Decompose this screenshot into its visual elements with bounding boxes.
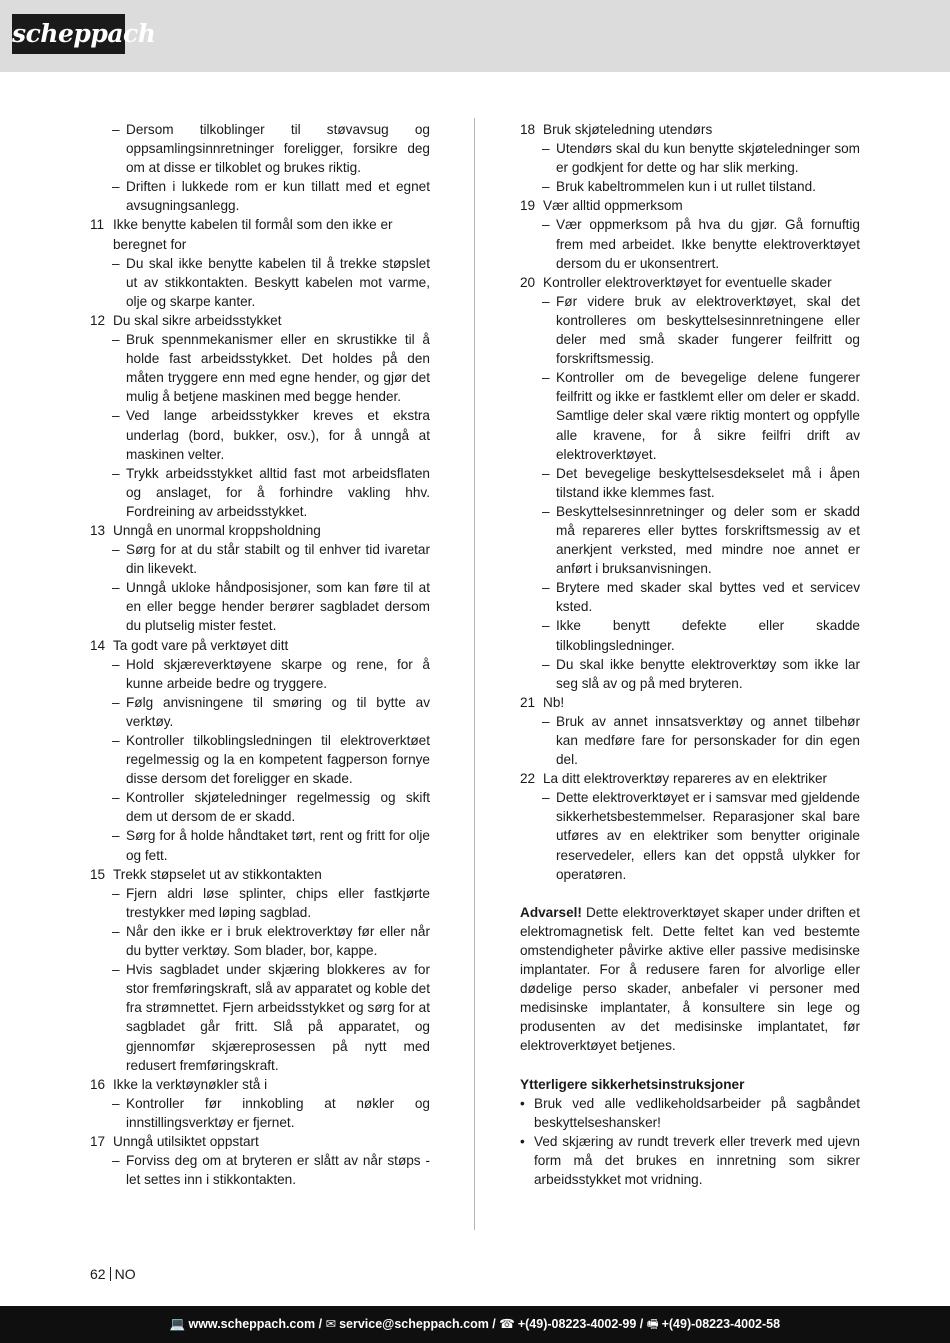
instruction-item xyxy=(90,636,430,865)
instruction-title: Unngå en unormal kroppsholdning xyxy=(113,522,321,538)
instruction-title: Ikke benytte kabelen til formål som den ikke er beregnet for xyxy=(113,217,393,252)
sub-point: – Bruk av annet innsatsverktøy og annet tilbehør kan medføre fare for personskader for din egen del. xyxy=(542,713,860,768)
sub-point: – Ikke benytt defekte eller skadde tilkoblingsledninger. xyxy=(542,618,860,653)
sub-point-text: Hold skjæreverktøyene skarpe og rene, for å kunne arbeide bedre og tryggere. xyxy=(126,656,430,691)
sub-point-text: Kontroller før innkobling at nøkler og innstillingsverktøy er fjernet. xyxy=(126,1095,430,1130)
instruction-heading xyxy=(90,865,430,884)
sub-point-text: Kontroller om de bevegelige delene fungerer feilfritt og ikke er fastklemt eller om deler er skadd. Samtlige deler skal være riktig montert og oppfylle alle kravene, for å sikre feilfri drift av elektroverktøyet. xyxy=(556,370,860,462)
instruction-number: 14 xyxy=(90,637,106,653)
sub-point: – Dersom tilkoblinger til støvavsug og oppsamlingsinnretninger foreligger, forsikre deg om at disse er tilkoblet og brukes riktig. xyxy=(112,122,430,176)
sub-point-text: Når den ikke er i bruk elektroverktøy før eller når du bytter verktøy. Som blader, bor, kappe. xyxy=(126,923,430,959)
bullet-text: Ved skjæring av rundt treverk eller treverk med ujevn form må det brukes en innretning som sikrer arbeidsstykket mot vridning. xyxy=(534,1133,860,1187)
instruction-number: 13 xyxy=(90,522,106,538)
sub-point: – Ved lange arbeidsstykker kreves et ekstra underlag (bord, bukker, osv.), for å unngå at maskinen velter. xyxy=(112,408,430,462)
sub-point-text: Trykk arbeidsstykket alltid fast mot arbeidsflaten og anslaget, for å forhindre vakling hhv. Fordreining av arbeidsstykket. xyxy=(126,465,430,519)
bullet-item xyxy=(520,1094,860,1132)
sub-point: – Sørg for å holde håndtaket tørt, rent og fritt for olje og fett. xyxy=(112,828,430,863)
bullet-text: Bruk ved alle vedlikeholdsarbeider på sagbåndet beskyttelseshansker! xyxy=(534,1095,860,1130)
instruction-heading xyxy=(520,693,860,712)
section-title: Ytterligere sikkerhetsinstruksjoner xyxy=(520,1076,745,1092)
sub-point: – Beskyttelsesinnretninger og deler som er skadd må repareres eller byttes forskriftsmessig av et anerkjent verksted, med mindre noe annet er anført i bruksanvisningen. xyxy=(542,503,860,577)
sub-point: – Bruk spennmekanismer eller en skrustikke til å holde fast arbeidsstykket. Det holdes på den måten tryggere enn med egne hender, og gjør det mulig å betjene maskinen med begge hender. xyxy=(112,332,430,405)
bullet-dot: • xyxy=(520,1095,525,1111)
instruction-number: 20 xyxy=(520,274,536,290)
instruction-title: Vær alltid oppmerksom xyxy=(543,198,683,214)
sub-point-text: Du skal ikke benytte elektroverktøy som ikke lar seg slå av og på med bryteren. xyxy=(556,656,860,691)
instruction-item xyxy=(520,196,860,272)
instruction-title: Nb! xyxy=(543,694,565,710)
instruction-number: 16 xyxy=(90,1076,106,1092)
instruction-number: 22 xyxy=(520,771,536,787)
sub-point-text: Sørg for at du står stabilt og til enhver tid ivaretar din likevekt. xyxy=(126,542,430,577)
instruction-item xyxy=(90,865,430,1075)
instruction-heading xyxy=(90,521,430,540)
sub-point: – Utendørs skal du kun benytte skjøteledninger som er godkjent for dette og har slik merking. xyxy=(542,141,860,176)
instruction-heading xyxy=(90,215,430,253)
sub-point-text: Ikke benytt defekte eller skadde tilkoblingsledninger. xyxy=(556,618,860,653)
sub-point: – Du skal ikke benytte kabelen til å trekke støpslet ut av stikkontakten. Beskytt kabelen mot varme, olje og skarpe kanter. xyxy=(112,255,430,309)
warning-paragraph xyxy=(520,903,860,1056)
instruction-title: Kontroller elektroverktøyet for eventuelle skader xyxy=(543,274,832,290)
page-number xyxy=(90,1264,136,1284)
sub-point: – Forviss deg om at bryteren er slått av når støps - let settes inn i stikkontakten. xyxy=(112,1153,430,1188)
scheppach-logo: scheppach xyxy=(12,14,125,54)
sub-point: – Dette elektroverktøyet er i samsvar med gjeldende sikkerhetsbestemmelser. Reparasjoner skal bare utføres av en elektriker som benytter originale reservedeler, ellers kan det oppstå ulykker for operatøren. xyxy=(542,790,860,882)
sub-point-text: Kontroller tilkoblingsledningen til elektroverktøet regelmessig og la en kompetent fagperson fornye disse dersom det foreligger en skade. xyxy=(126,733,430,787)
instruction-heading xyxy=(90,636,430,655)
sub-point-text: Bruk kabeltrommelen kun i ut rullet tilstand. xyxy=(556,179,816,195)
instruction-heading xyxy=(520,769,860,788)
sub-point-text: Det bevegelige beskyttelsesdekselet må i åpen tilstand ikke klemmes fast. xyxy=(556,465,860,500)
sub-point: – Før videre bruk av elektroverktøyet, skal det kontrolleres om beskyttelsesinnretningene eller deler med små skader fungerer feilfritt og forskriftsmessig. xyxy=(542,293,860,367)
sub-point-text: Dersom tilkoblinger til støvavsug og oppsamlingsinnretninger foreligger, forsikre deg om at disse er tilkoblet og brukes riktig. xyxy=(126,122,430,176)
warning-label: Advarsel! xyxy=(520,904,582,920)
sub-point-text: Bruk av annet innsatsverktøy og annet tilbehør kan medføre fare for personskader for din egen del. xyxy=(556,713,860,768)
page-language: NO xyxy=(114,1266,136,1282)
sub-point-text: Kontroller skjøteledninger regelmessig og skift dem ut dersom de er skadd. xyxy=(126,790,430,825)
left-column xyxy=(90,120,430,1189)
sub-point-text: Før videre bruk av elektroverktøyet, skal det kontrolleres om beskyttelsesinnretningene eller deler med små skader fungerer feilfritt og forskriftsmessig. xyxy=(556,293,860,367)
page-number-value: 62 xyxy=(90,1266,106,1282)
bullet-dot: • xyxy=(520,1133,525,1149)
instruction-heading xyxy=(520,120,860,139)
sub-point: – Trykk arbeidsstykket alltid fast mot arbeidsflaten og anslaget, for å forhindre vakling hhv. Fordreining av arbeidsstykket. xyxy=(112,465,430,519)
sub-point-text: Du skal ikke benytte kabelen til å trekke støpslet ut av stikkontakten. Beskytt kabelen mot varme, olje og skarpe kanter. xyxy=(126,255,430,309)
page-number-separator xyxy=(110,1267,111,1281)
sub-point: – Sørg for at du står stabilt og til enhver tid ivaretar din likevekt. xyxy=(112,542,430,577)
instruction-title: La ditt elektroverktøy repareres av en elektriker xyxy=(543,771,828,787)
page-header xyxy=(0,0,950,72)
instruction-heading xyxy=(520,273,860,292)
instruction-item xyxy=(90,1132,430,1189)
instruction-title: Trekk støpselet ut av stikkontakten xyxy=(113,866,322,882)
footer-website[interactable]: www.scheppach.com / xyxy=(188,1317,323,1331)
footer-email[interactable]: service@scheppach.com / xyxy=(339,1317,496,1331)
instruction-title: Du skal sikre arbeidsstykket xyxy=(113,312,282,328)
instruction-title: Unngå utilsiktet oppstart xyxy=(113,1133,259,1149)
sub-point: – Kontroller før innkobling at nøkler og innstillingsverktøy er fjernet. xyxy=(112,1095,430,1130)
sub-point-text: Unngå ukloke håndposisjoner, som kan føre til at en eller begge hender berører sagbladet dersom du plutselig mister festet. xyxy=(126,580,430,634)
sub-point: – Kontroller skjøteledninger regelmessig og skift dem ut dersom de er skadd. xyxy=(112,790,430,825)
sub-point: – Vær oppmerksom på hva du gjør. Gå fornuftig frem med arbeidet. Ikke benytte elektroverktøyet dersom du er ukonsentrert. xyxy=(542,217,860,271)
sub-point-text: Bruk spennmekanismer eller en skrustikke til å holde fast arbeidsstykket. Det holdes på den måten tryggere enn med egne hender, og gjør det mulig å betjene maskinen med begge hender. xyxy=(126,332,430,405)
instruction-item xyxy=(90,1075,430,1132)
sub-point-text: Utendørs skal du kun benytte skjøteledninger som er godkjent for dette og har slik merking. xyxy=(556,141,860,176)
warning-text: Dette elektroverktøyet skaper under driften et elektromagnetisk felt. Dette feltet kan ved bestemte omstendigheter påvirke aktive eller passive medisinske implantater. For å redusere faren for alvorlige eller dødelige perso skader, anbefaler vi personer med medisinske implantater, å konsultere sin lege og produsenten av det medisinske implantatet, før elektroverktøyet betjenes. xyxy=(520,904,860,1054)
sub-point: – Unngå ukloke håndposisjoner, som kan føre til at en eller begge hender berører sagbladet dersom du plutselig mister festet. xyxy=(112,580,430,634)
sub-point-text: Fjern aldri løse splinter, chips eller fastkjørte trestykker med løping sagblad. xyxy=(126,885,430,920)
page-footer xyxy=(0,1306,950,1343)
footer-phone: +(49)-08223-4002-99 / xyxy=(517,1317,644,1331)
sub-point-text: Beskyttelsesinnretninger og deler som er skadd må repareres eller byttes forskriftsmessig av et anerkjent verksted, med mindre noe annet er anført i bruksanvisningen. xyxy=(556,503,860,577)
sub-point: – Kontroller tilkoblingsledningen til elektroverktøet regelmessig og la en kompetent fagperson fornye disse dersom det foreligger en skade. xyxy=(112,733,430,787)
instruction-heading xyxy=(90,1132,430,1151)
sub-point: – Hvis sagbladet under skjæring blokkeres av for stor fremføringskraft, slå av apparatet og koble det fra strømnettet. Fjern arbeidsstykket og sørg for at sagbladet går fritt. Slå på apparatet, og gjennomfør skjæreprosessen på nytt med redusert fremføringskraft. xyxy=(112,962,430,1073)
sub-point: – Følg anvisningene til smøring og til bytte av verktøy. xyxy=(112,694,430,729)
sub-point-text: Ved lange arbeidsstykker kreves et ekstra underlag (bord, bukker, osv.), for å unngå at maskinen velter. xyxy=(126,408,430,462)
instruction-item xyxy=(90,311,430,521)
instruction-item-continued xyxy=(90,120,430,215)
sub-point-text: Driften i lukkede rom er kun tillatt med et egnet avsugningsanlegg. xyxy=(126,179,430,214)
instruction-item xyxy=(90,521,430,636)
instruction-number: 15 xyxy=(90,866,106,882)
footer-fax: +(49)-08223-4002-58 xyxy=(661,1317,781,1331)
column-divider xyxy=(474,118,475,1230)
instruction-number: 19 xyxy=(520,198,536,214)
instruction-heading xyxy=(90,1075,430,1094)
computer-icon: 💻 xyxy=(169,1317,186,1331)
instruction-heading xyxy=(90,311,430,330)
bullet-item xyxy=(520,1132,860,1189)
sub-point-text: Følg anvisningene til smøring og til bytte av verktøy. xyxy=(126,694,430,729)
sub-point-text: Sørg for å holde håndtaket tørt, rent og fritt for olje og fett. xyxy=(126,828,430,863)
sub-point: – Det bevegelige beskyttelsesdekselet må i åpen tilstand ikke klemmes fast. xyxy=(542,465,860,500)
sub-point: – Hold skjæreverktøyene skarpe og rene, for å kunne arbeide bedre og tryggere. xyxy=(112,656,430,691)
mail-icon: ✉ xyxy=(325,1317,337,1331)
instruction-number: 18 xyxy=(520,122,536,137)
instruction-item xyxy=(520,273,860,693)
instruction-number: 11 xyxy=(90,217,105,233)
sub-point-text: Vær oppmerksom på hva du gjør. Gå fornuftig frem med arbeidet. Ikke benytte elektroverktøyet dersom du er ukonsentrert. xyxy=(556,217,860,271)
instruction-item xyxy=(520,120,860,196)
fax-icon: 🖷 xyxy=(646,1317,659,1331)
right-column xyxy=(520,120,860,1189)
instruction-item xyxy=(90,215,430,310)
instruction-number: 12 xyxy=(90,312,106,328)
instruction-title: Bruk skjøteledning utendørs xyxy=(543,122,713,137)
phone-icon: ☎ xyxy=(499,1317,515,1331)
sub-point: – Fjern aldri løse splinter, chips eller fastkjørte trestykker med løping sagblad. xyxy=(112,885,430,920)
instruction-heading xyxy=(520,196,860,215)
sub-point-text: Brytere med skader skal byttes ved et servicev ksted. xyxy=(556,580,860,615)
sub-point-text: Forviss deg om at bryteren er slått av når støps - let settes inn i stikkontakten. xyxy=(126,1153,430,1188)
instruction-number: 17 xyxy=(90,1133,106,1149)
sub-point-text: Hvis sagbladet under skjæring blokkeres av for stor fremføringskraft, slå av apparatet og koble det fra strømnettet. Fjern arbeidsstykket og sørg for at sagbladet går fritt. Slå på apparatet, og gjennomfør skjæreprosessen på nytt med redusert fremføringskraft. xyxy=(126,962,430,1073)
sub-point: – Kontroller om de bevegelige delene fungerer feilfritt og ikke er fastklemt eller om deler er skadd. Samtlige deler skal være riktig montert og oppfylle alle kravene, for å sikre feilfri drift av elektroverktøyet. xyxy=(542,370,860,462)
instruction-title: Ikke la verktøynøkler stå i xyxy=(113,1076,268,1092)
instruction-number: 21 xyxy=(520,694,536,710)
sub-point-text: Dette elektroverktøyet er i samsvar med gjeldende sikkerhetsbestemmelser. Reparasjoner skal bare utføres av en elektriker som benytter originale reservedeler, ellers kan det oppstå ulykker for operatøren. xyxy=(556,790,860,882)
sub-point: – Når den ikke er i bruk elektroverktøy før eller når du bytter verktøy. Som blader, bor, kappe. xyxy=(112,923,430,959)
sub-point: – Brytere med skader skal byttes ved et servicev ksted. xyxy=(542,580,860,615)
sub-point: – Du skal ikke benytte elektroverktøy som ikke lar seg slå av og på med bryteren. xyxy=(542,656,860,691)
sub-point: – Driften i lukkede rom er kun tillatt med et egnet avsugningsanlegg. xyxy=(112,179,430,214)
sub-point: – Bruk kabeltrommelen kun i ut rullet tilstand. xyxy=(542,179,816,195)
instruction-item xyxy=(520,769,860,884)
instruction-title: Ta godt vare på verktøyet ditt xyxy=(113,637,289,653)
instruction-item xyxy=(520,693,860,769)
